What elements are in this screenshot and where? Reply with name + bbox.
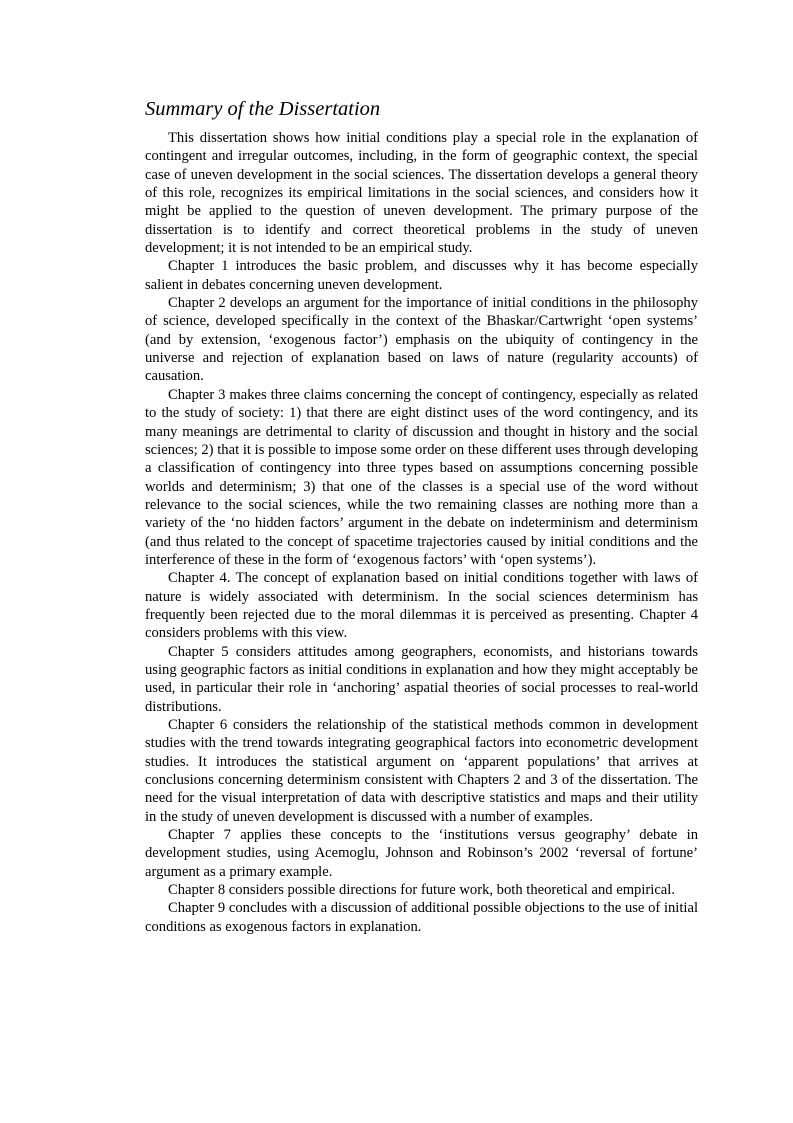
paragraph-chapter-2: Chapter 2 develops an argument for the importance of initial conditions in the philosophy of science, developed specifically in the context of the Bhaskar/Cartwright ‘open systems’ (and by extension, ‘exogenous factor’) emphasis on the ubiquity of contingency in the universe and rejection of explanation based on laws of nature (regularity accounts) of causation. bbox=[145, 295, 698, 385]
paragraph-chapter-1: Chapter 1 introduces the basic problem, and discusses why it has become especially salient in debates concerning uneven development. bbox=[145, 258, 698, 293]
page-title: Summary of the Dissertation bbox=[145, 98, 381, 120]
paragraph-chapter-6: Chapter 6 considers the relationship of the statistical methods common in development studies with the trend towards integrating geographical factors into econometric development studies. It introduces the statistical argument on ‘apparent populations’ that arrives at conclusions concerning determinism consistent with Chapters 2 and 3 of the dissertation. The need for the visual interpretation of data with descriptive statistics and maps and their utility in the study of uneven development is discussed with a number of examples. bbox=[145, 717, 698, 825]
paragraph-chapter-8: Chapter 8 considers possible directions for future work, both theoretical and empirical. bbox=[168, 882, 675, 899]
paragraph-chapter-4: Chapter 4. The concept of explanation based on initial conditions together with laws of nature is widely associated with determinism. In the social sciences determinism has frequently been rejected due to the moral dilemmas it is perceived as presenting. Chapter 4 considers problems with this view. bbox=[145, 570, 698, 642]
paragraph-chapter-5: Chapter 5 considers attitudes among geographers, economists, and historians towards using geographic factors as initial conditions in explanation and how they might acceptably be used, in particular their role in ‘anchoring’ aspatial theories of social processes to real-world distributions. bbox=[145, 643, 698, 715]
document-page bbox=[145, 95, 698, 936]
paragraph-intro: This dissertation shows how initial conditions play a special role in the explanation of contingent and irregular outcomes, including, in the form of geographic context, the special case of uneven development in the social sciences. The dissertation develops a general theory of this role, recognizes its empirical limitations in the social sciences, and considers how it might be applied to the question of uneven development. The primary purpose of the dissertation is to identify and correct theoretical problems in the study of uneven development; it is not intended to be an empirical study. bbox=[145, 130, 698, 257]
paragraph-chapter-9: Chapter 9 concludes with a discussion of additional possible objections to the use of initial conditions as exogenous factors in explanation. bbox=[145, 900, 698, 935]
paragraph-chapter-3: Chapter 3 makes three claims concerning the concept of contingency, especially as related to the study of society: 1) that there are eight distinct uses of the word contingency, and its many meanings are detrimental to clarity of discussion and thought in history and the social sciences; 2) that it is possible to impose some order on these different uses through developing a classification of contingency into three types based on assumptions concerning possible worlds and determinism; 3) that one of the classes is a special use of the word without relevance to the social sciences, while the two remaining classes are nothing more than a variety of the ‘no hidden factors’ argument in the debate on indeterminism and determinism (and thus related to the concept of spacetime trajectories caused by initial conditions and the interference of these in the form of ‘exogenous factors’ with ‘open systems’). bbox=[145, 386, 698, 568]
paragraph-chapter-7: Chapter 7 applies these concepts to the ‘institutions versus geography’ debate in development studies, using Acemoglu, Johnson and Robinson’s 2002 ‘reversal of fortune’ argument as a primary example. bbox=[145, 827, 698, 880]
